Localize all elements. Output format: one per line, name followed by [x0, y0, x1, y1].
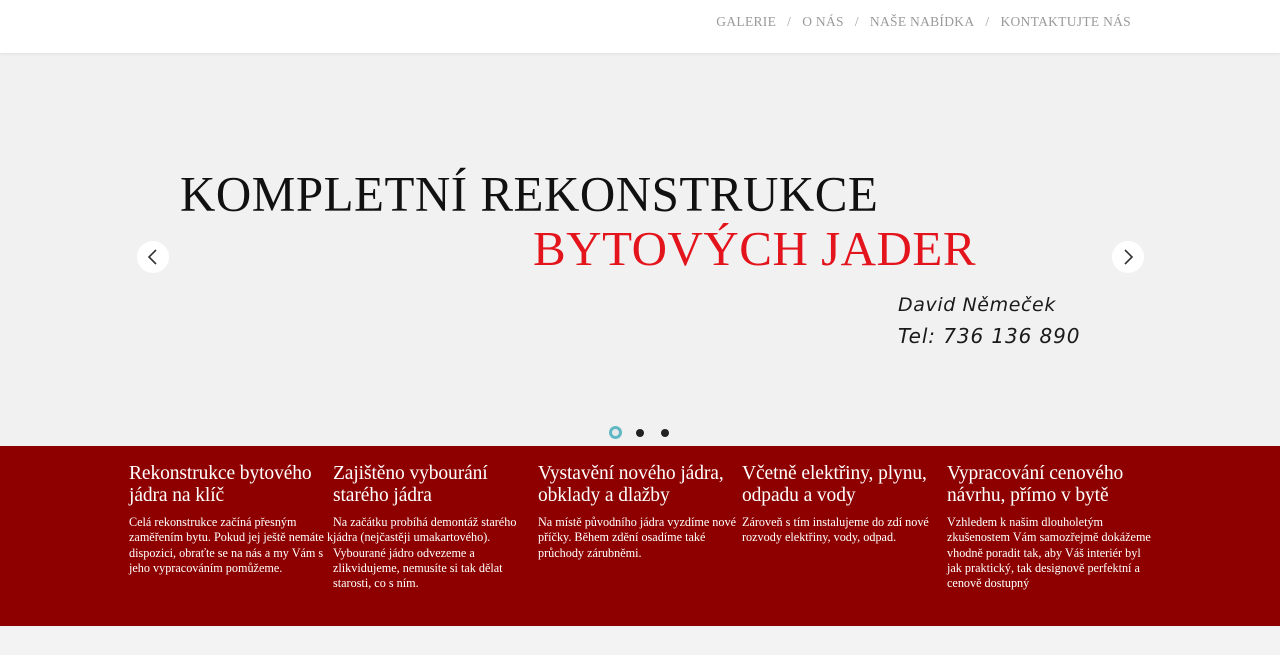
footer-strip	[0, 626, 1280, 655]
slider-dot-1[interactable]	[609, 426, 622, 439]
feature-item	[947, 463, 1152, 591]
nav-item-o-nas[interactable]: O NÁS	[802, 14, 844, 29]
feature-text: Celá rekonstrukce začíná přesným zaměřením bytu. Pokud jej ještě nemáte k dispozici, obraťte se na nás a my Vám s jeho vypracováním pomůžeme.	[129, 515, 334, 575]
nav-item-galerie[interactable]: GALERIE	[716, 14, 777, 29]
site-header	[0, 0, 1280, 53]
hero-headline-line2: BYTOVÝCH JADER	[533, 221, 977, 276]
feature-title: Zajištěno vybourání starého jádra	[333, 463, 488, 506]
feature-item	[742, 463, 947, 546]
nav-item-nase-nabidka[interactable]: NAŠE NABÍDKA	[869, 14, 975, 29]
contact-name: David Němeček	[898, 294, 1056, 316]
nav-separator: /	[787, 14, 792, 29]
feature-text: Vzhledem k našim dlouholetým zkušenostem Vám samozřejmě dokážeme vhodně poradit tak, aby Váš interiér byl jak praktický, tak designově perfektní a cenově dostupný	[947, 515, 1151, 591]
hero-headline-line1: KOMPLETNÍ REKONSTRUKCE	[180, 165, 879, 222]
slider-next-button[interactable]	[1112, 241, 1144, 273]
feature-title: Vystavění nového jádra, obklady a dlažby	[538, 463, 724, 506]
chevron-left-icon	[137, 241, 169, 273]
feature-item	[538, 463, 743, 561]
features-section	[0, 446, 1280, 626]
feature-title: Rekonstrukce bytového jádra na klíč	[129, 463, 312, 506]
feature-text: Na začátku probíhá demontáž starého jádra (nejčastěji umakartového). Vybourané jádro odvezeme a zlikvidujeme, nemusíte si tak dělat starosti, co s ním.	[333, 515, 517, 591]
feature-title: Včetně elektřiny, plynu, odpadu a vody	[742, 463, 927, 506]
nav-separator: /	[985, 14, 990, 29]
chevron-right-icon	[1112, 241, 1144, 273]
contact-phone: Tel: 736 136 890	[898, 324, 1081, 348]
nav-item-kontaktujte-nas[interactable]: KONTAKTUJTE NÁS	[1000, 14, 1131, 29]
feature-text: Zároveň s tím instalujeme do zdí nové rozvody elektřiny, vody, odpad.	[742, 515, 929, 545]
feature-text: Na místě původního jádra vyzdíme nové příčky. Během zdění osadíme také průchody zárubněmi.	[538, 515, 736, 560]
hero-slider	[0, 53, 1280, 446]
feature-item	[129, 463, 334, 576]
main-nav	[716, 14, 1131, 30]
feature-title: Vypracování cenového návrhu, přímo v bytě	[947, 463, 1124, 506]
slider-pagination	[609, 426, 679, 440]
feature-item	[333, 463, 538, 591]
slider-prev-button[interactable]	[137, 241, 169, 273]
slider-dot-3[interactable]	[661, 429, 669, 437]
slider-dot-2[interactable]	[636, 429, 644, 437]
nav-separator: /	[854, 14, 859, 29]
